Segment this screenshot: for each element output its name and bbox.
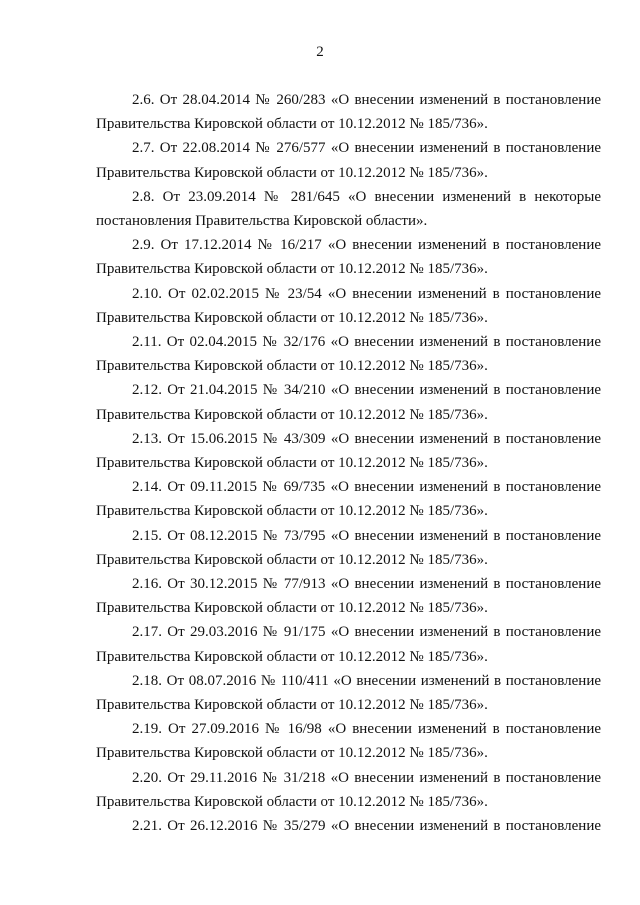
item-text-line1: От 17.12.2014 № 16/217 «О внесении изменений в постановление: [160, 237, 602, 254]
item-text-line2: Правительства Кировской области от 10.12.2012 № 185/736».: [96, 503, 488, 520]
item-number: 2.12.: [132, 382, 162, 399]
item-number: 2.6.: [132, 92, 155, 108]
list-item: [96, 136, 601, 184]
item-text-line2: Правительства Кировской области от 10.12.2012 № 185/736».: [96, 164, 488, 181]
item-text-line1: От 09.11.2015 № 69/735 «О внесении изменений в постановление: [167, 479, 601, 496]
list-item-first-line: [96, 330, 601, 354]
item-number: 2.17.: [132, 624, 162, 641]
list-item: [96, 88, 601, 136]
list-item-first-line: [96, 669, 601, 693]
item-number: 2.18.: [132, 672, 162, 689]
item-text-line1: От 28.04.2014 № 260/283 «О внесении изменений в постановление: [159, 92, 602, 108]
item-number: 2.11.: [132, 334, 162, 351]
list-item-first-line: [96, 475, 601, 499]
item-text-line2: Правительства Кировской области от 10.12.2012 № 185/736».: [96, 697, 488, 714]
item-text-line2: Правительства Кировской области от 10.12.2012 № 185/736».: [96, 116, 488, 133]
item-text-line2: Правительства Кировской области от 10.12.2012 № 185/736».: [96, 358, 488, 375]
list-item: [96, 233, 601, 281]
list-item: [96, 378, 601, 426]
list-item: [96, 572, 601, 620]
list-item-first-line: [96, 185, 601, 209]
item-text-line2: Правительства Кировской области от 10.12.2012 № 185/736».: [96, 309, 488, 326]
item-text-line2: Правительства Кировской области от 10.12.2012 № 185/736».: [96, 406, 488, 423]
item-text-line2: Правительства Кировской области от 10.12.2012 № 185/736».: [96, 600, 488, 617]
item-number: 2.19.: [132, 721, 162, 738]
list-item: [96, 524, 601, 572]
page-number: 2: [316, 44, 324, 60]
list-item-first-line: [96, 378, 601, 402]
item-text-line1: От 26.12.2016 № 35/279 «О внесении изменений в постановление: [167, 818, 602, 835]
list-item: [96, 717, 601, 765]
item-number: 2.14.: [132, 479, 162, 496]
list-item: [96, 427, 601, 475]
item-text-line2: Правительства Кировской области от 10.12.2012 № 185/736».: [96, 648, 488, 665]
item-text-line1: От 02.04.2015 № 32/176 «О внесении изменений в постановление: [166, 334, 601, 351]
item-text-line2: Правительства Кировской области от 10.12.2012 № 185/736».: [96, 261, 488, 278]
item-text-line2: Правительства Кировской области от 10.12.2012 № 185/736».: [96, 455, 488, 472]
item-number: 2.9.: [132, 237, 155, 254]
document-body: [96, 88, 601, 838]
list-item-first-line: [96, 282, 601, 306]
item-text-line2: постановления Правительства Кировской области».: [96, 213, 428, 230]
list-item: [96, 475, 601, 523]
list-item: [96, 620, 601, 668]
item-text-line1: От 22.08.2014 № 276/577 «О внесении изменений в постановление: [159, 140, 602, 157]
item-number: 2.15.: [132, 527, 162, 544]
item-text-line1: От 23.09.2014 № 281/645 «О внесении изменений в некоторые: [162, 188, 601, 205]
item-text-line1: От 15.06.2015 № 43/309 «О внесении изменений в постановление: [167, 430, 602, 447]
list-item: [96, 814, 601, 838]
item-number: 2.8.: [132, 188, 155, 205]
list-item-first-line: [96, 233, 601, 257]
item-text-line1: От 21.04.2015 № 34/210 «О внесении изменений в постановление: [167, 382, 602, 399]
list-item-first-line: [96, 524, 601, 548]
item-number: 2.10.: [132, 285, 162, 302]
item-number: 2.7.: [132, 140, 155, 157]
list-item: [96, 282, 601, 330]
item-text-line2: Правительства Кировской области от 10.12.2012 № 185/736».: [96, 551, 488, 568]
list-item-first-line: [96, 88, 601, 112]
item-text-line1: От 08.12.2015 № 73/795 «О внесении изменений в постановление: [167, 527, 602, 544]
list-item-first-line: [96, 572, 601, 596]
list-item-first-line: [96, 717, 601, 741]
item-number: 2.16.: [132, 576, 162, 593]
list-item-first-line: [96, 766, 601, 790]
item-text-line2: Правительства Кировской области от 10.12.2012 № 185/736».: [96, 793, 488, 810]
item-text-line1: От 30.12.2015 № 77/913 «О внесении изменений в постановление: [167, 576, 602, 593]
item-text-line2: Правительства Кировской области от 10.12.2012 № 185/736».: [96, 745, 488, 762]
list-item-first-line: [96, 814, 601, 838]
list-item: [96, 669, 601, 717]
item-number: 2.20.: [132, 769, 162, 786]
item-text-line1: От 29.03.2016 № 91/175 «О внесении изменений в постановление: [167, 624, 602, 641]
item-number: 2.13.: [132, 430, 162, 447]
item-number: 2.21.: [132, 818, 162, 835]
list-item: [96, 185, 601, 233]
list-item-first-line: [96, 620, 601, 644]
list-item: [96, 766, 601, 814]
item-text-line1: От 08.07.2016 № 110/411 «О внесении изменений в постановление: [166, 672, 601, 689]
item-text-line1: От 02.02.2015 № 23/54 «О внесении изменений в постановление: [168, 285, 602, 302]
item-text-line1: От 29.11.2016 № 31/218 «О внесении изменений в постановление: [167, 769, 601, 786]
list-item-first-line: [96, 427, 601, 451]
list-item-first-line: [96, 136, 601, 160]
item-text-line1: От 27.09.2016 № 16/98 «О внесении изменений в постановление: [168, 721, 602, 738]
list-item: [96, 330, 601, 378]
